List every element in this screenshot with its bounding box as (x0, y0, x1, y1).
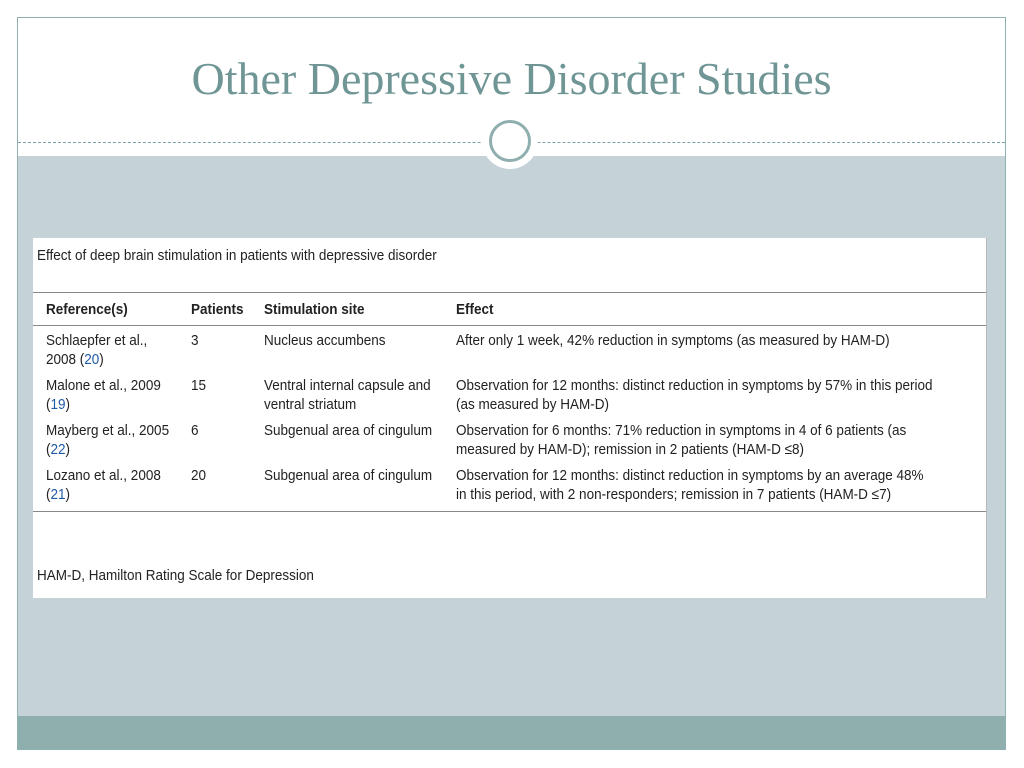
table-footnote: HAM-D, Hamilton Rating Scale for Depression (37, 567, 314, 584)
cell-patients: 6 (191, 422, 199, 439)
cell-reference: Schlaepfer et al., 2008 (20) (46, 332, 148, 368)
table-header-row (33, 293, 986, 326)
cell-stimulation-site: Subgenual area of cingulum (264, 461, 456, 512)
ornament-ring (489, 120, 531, 162)
footer-bar (18, 716, 1005, 750)
table-panel (33, 238, 987, 598)
studies-table (33, 292, 986, 512)
reference-link[interactable]: 19 (50, 396, 66, 413)
reference-link[interactable]: 20 (84, 351, 100, 368)
header-effect: Effect (456, 293, 986, 326)
table-row (33, 416, 986, 461)
table-caption: Effect of deep brain stimulation in patients with depressive disorder (37, 247, 437, 264)
cell-effect: Observation for 12 months: distinct reduction in symptoms by 57% in this period (as measured by HAM-D) (456, 377, 933, 413)
cell-reference: Mayberg et al., 2005 (22) (46, 422, 170, 458)
cell-stimulation-site: Subgenual area of cingulum (264, 422, 433, 439)
cell-patients: 20 (191, 461, 264, 512)
table-row (33, 461, 986, 512)
table-row (33, 371, 986, 416)
header-stimulation-site: Stimulation site (264, 293, 456, 326)
cell-patients: 15 (191, 377, 207, 394)
cell-reference: Lozano et al., 2008 (21) (33, 461, 191, 512)
cell-reference: Malone et al., 2009 (19) (46, 377, 161, 413)
cell-effect: Observation for 6 months: 71% reduction in symptoms in 4 of 6 patients (as measured by HAM-D); remission in 2 patients (HAM-D ≤8) (456, 422, 907, 458)
cell-effect: Observation for 12 months: distinct reduction in symptoms by an average 48% in this period, with 2 non-responders; remission in 7 patients (HAM-D ≤7) (456, 461, 986, 512)
cell-effect: After only 1 week, 42% reduction in symptoms (as measured by HAM-D) (456, 332, 890, 349)
slide-title: Other Depressive Disorder Studies (191, 53, 832, 104)
reference-link[interactable]: 21 (50, 486, 66, 503)
cell-patients: 3 (191, 332, 199, 349)
cell-stimulation-site: Nucleus accumbens (264, 332, 386, 349)
circle-ornament-icon (482, 113, 538, 169)
header-references: Reference(s) (33, 293, 191, 326)
cell-stimulation-site: Ventral internal capsule and ventral striatum (264, 377, 431, 413)
table-row (33, 326, 986, 372)
reference-link[interactable]: 22 (50, 441, 66, 458)
header-patients: Patients (191, 293, 264, 326)
